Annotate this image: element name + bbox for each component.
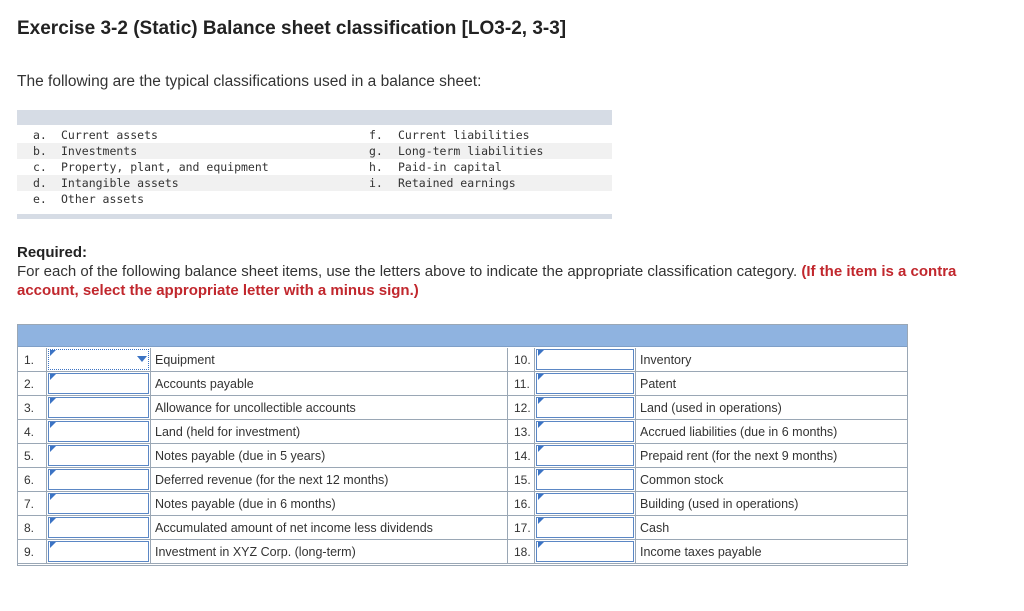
classification-name: Current assets	[61, 128, 158, 142]
required-text: For each of the following balance sheet items, use the letters above to indicate the appropriate classification category.	[17, 263, 802, 280]
answer-dropdown[interactable]	[536, 349, 634, 370]
item-number: 2.	[18, 372, 47, 396]
item-number: 13.	[508, 420, 535, 444]
classification-bottom-bar	[17, 214, 612, 219]
item-number: 6.	[18, 468, 47, 492]
answer-grid	[17, 324, 908, 566]
answer-dropdown[interactable]	[536, 541, 634, 562]
classification-select[interactable]	[47, 492, 151, 516]
item-number: 10.	[508, 348, 535, 372]
classification-select[interactable]	[535, 372, 636, 396]
item-number: 17.	[508, 516, 535, 540]
classification-letter: b.	[33, 144, 47, 158]
table-row	[18, 492, 907, 516]
classification-letter: e.	[33, 192, 47, 206]
classification-name: Long-term liabilities	[398, 144, 544, 158]
answer-dropdown[interactable]	[536, 421, 634, 442]
item-number: 7.	[18, 492, 47, 516]
item-label: Equipment	[151, 348, 508, 372]
table-row	[18, 516, 907, 540]
item-label: Allowance for uncollectible accounts	[151, 396, 508, 420]
answer-dropdown[interactable]	[536, 469, 634, 490]
classification-select[interactable]	[47, 516, 151, 540]
contra-note: (If the item is a contra account, select the appropriate letter with a minus sign.)	[17, 263, 957, 299]
answer-dropdown[interactable]	[536, 493, 634, 514]
classification-select[interactable]	[535, 396, 636, 420]
classification-select[interactable]	[535, 468, 636, 492]
classification-row	[17, 127, 612, 143]
classification-letter: d.	[33, 176, 47, 190]
classification-letter: c.	[33, 160, 47, 174]
classification-select[interactable]	[535, 444, 636, 468]
item-number: 3.	[18, 396, 47, 420]
required-heading: Required:	[17, 244, 88, 261]
corner-marker-icon	[50, 398, 56, 404]
item-number: 8.	[18, 516, 47, 540]
classification-select[interactable]	[535, 492, 636, 516]
classification-select[interactable]	[47, 444, 151, 468]
classification-select[interactable]	[535, 420, 636, 444]
item-number: 18.	[508, 540, 535, 564]
corner-marker-icon	[538, 422, 544, 428]
corner-marker-icon	[538, 470, 544, 476]
answer-dropdown[interactable]	[48, 469, 149, 490]
item-number: 14.	[508, 444, 535, 468]
classification-row	[17, 143, 612, 159]
item-label: Common stock	[636, 468, 907, 492]
item-label: Building (used in operations)	[636, 492, 907, 516]
corner-marker-icon	[50, 446, 56, 452]
item-label: Income taxes payable	[636, 540, 907, 564]
item-number: 12.	[508, 396, 535, 420]
classification-select[interactable]	[47, 348, 151, 372]
corner-marker-icon	[538, 518, 544, 524]
answer-dropdown[interactable]	[48, 373, 149, 394]
classification-name: Investments	[61, 144, 138, 158]
table-row	[18, 444, 907, 468]
classification-select[interactable]	[535, 348, 636, 372]
item-label: Accounts payable	[151, 372, 508, 396]
item-number: 5.	[18, 444, 47, 468]
classification-list	[17, 110, 612, 219]
corner-marker-icon	[538, 542, 544, 548]
corner-marker-icon	[538, 494, 544, 500]
item-number: 1.	[18, 348, 47, 372]
item-number: 9.	[18, 540, 47, 564]
corner-marker-icon	[50, 350, 56, 356]
table-row	[18, 372, 907, 396]
classification-select[interactable]	[47, 420, 151, 444]
item-label: Patent	[636, 372, 907, 396]
answer-dropdown[interactable]	[536, 517, 634, 538]
classification-letter: h.	[369, 160, 383, 174]
corner-marker-icon	[50, 494, 56, 500]
table-row	[18, 420, 907, 444]
item-label: Notes payable (due in 6 months)	[151, 492, 508, 516]
classification-name: Retained earnings	[398, 176, 516, 190]
classification-name: Other assets	[61, 192, 145, 206]
required-instructions	[17, 262, 1007, 300]
classification-name: Intangible assets	[61, 176, 179, 190]
classification-top-bar	[17, 110, 612, 125]
corner-marker-icon	[50, 374, 56, 380]
classification-name: Property, plant, and equipment	[61, 160, 269, 174]
classification-select[interactable]	[47, 372, 151, 396]
classification-row	[17, 175, 612, 191]
classification-name: Paid-in capital	[398, 160, 502, 174]
exercise-title: Exercise 3-2 (Static) Balance sheet classification [LO3-2, 3-3]	[17, 18, 567, 39]
answer-dropdown[interactable]	[48, 397, 149, 418]
item-number: 15.	[508, 468, 535, 492]
classification-select[interactable]	[47, 396, 151, 420]
item-label: Land (used in operations)	[636, 396, 907, 420]
answer-dropdown[interactable]	[536, 445, 634, 466]
table-row	[18, 348, 907, 372]
chevron-down-icon[interactable]	[137, 356, 147, 362]
corner-marker-icon	[50, 470, 56, 476]
item-label: Cash	[636, 516, 907, 540]
corner-marker-icon	[538, 374, 544, 380]
table-row	[18, 468, 907, 492]
answer-dropdown[interactable]	[48, 445, 149, 466]
item-label: Accrued liabilities (due in 6 months)	[636, 420, 907, 444]
item-number: 4.	[18, 420, 47, 444]
classification-select[interactable]	[47, 540, 151, 564]
classification-letter: g.	[369, 144, 383, 158]
corner-marker-icon	[50, 518, 56, 524]
classification-select[interactable]	[535, 516, 636, 540]
classification-letter: i.	[369, 176, 383, 190]
corner-marker-icon	[538, 446, 544, 452]
table-row	[18, 540, 907, 564]
answer-dropdown[interactable]	[536, 373, 634, 394]
item-label: Notes payable (due in 5 years)	[151, 444, 508, 468]
item-label: Deferred revenue (for the next 12 months)	[151, 468, 508, 492]
answer-dropdown[interactable]	[48, 349, 149, 370]
classification-select[interactable]	[47, 468, 151, 492]
item-label: Investment in XYZ Corp. (long-term)	[151, 540, 508, 564]
intro-text: The following are the typical classifications used in a balance sheet:	[17, 73, 482, 90]
answer-dropdown[interactable]	[48, 517, 149, 538]
corner-marker-icon	[50, 422, 56, 428]
answer-dropdown[interactable]	[48, 421, 149, 442]
item-label: Accumulated amount of net income less dividends	[151, 516, 508, 540]
grid-header	[18, 325, 907, 347]
item-label: Land (held for investment)	[151, 420, 508, 444]
item-number: 11.	[508, 372, 535, 396]
classification-row	[17, 191, 612, 207]
classification-select[interactable]	[535, 540, 636, 564]
item-label: Prepaid rent (for the next 9 months)	[636, 444, 907, 468]
corner-marker-icon	[538, 398, 544, 404]
item-number: 16.	[508, 492, 535, 516]
table-row	[18, 396, 907, 420]
answer-dropdown[interactable]	[536, 397, 634, 418]
answer-dropdown[interactable]	[48, 541, 149, 562]
classification-letter: a.	[33, 128, 47, 142]
classification-letter: f.	[369, 128, 383, 142]
item-label: Inventory	[636, 348, 907, 372]
corner-marker-icon	[538, 350, 544, 356]
corner-marker-icon	[50, 542, 56, 548]
classification-row	[17, 159, 612, 175]
classification-name: Current liabilities	[398, 128, 530, 142]
answer-dropdown[interactable]	[48, 493, 149, 514]
